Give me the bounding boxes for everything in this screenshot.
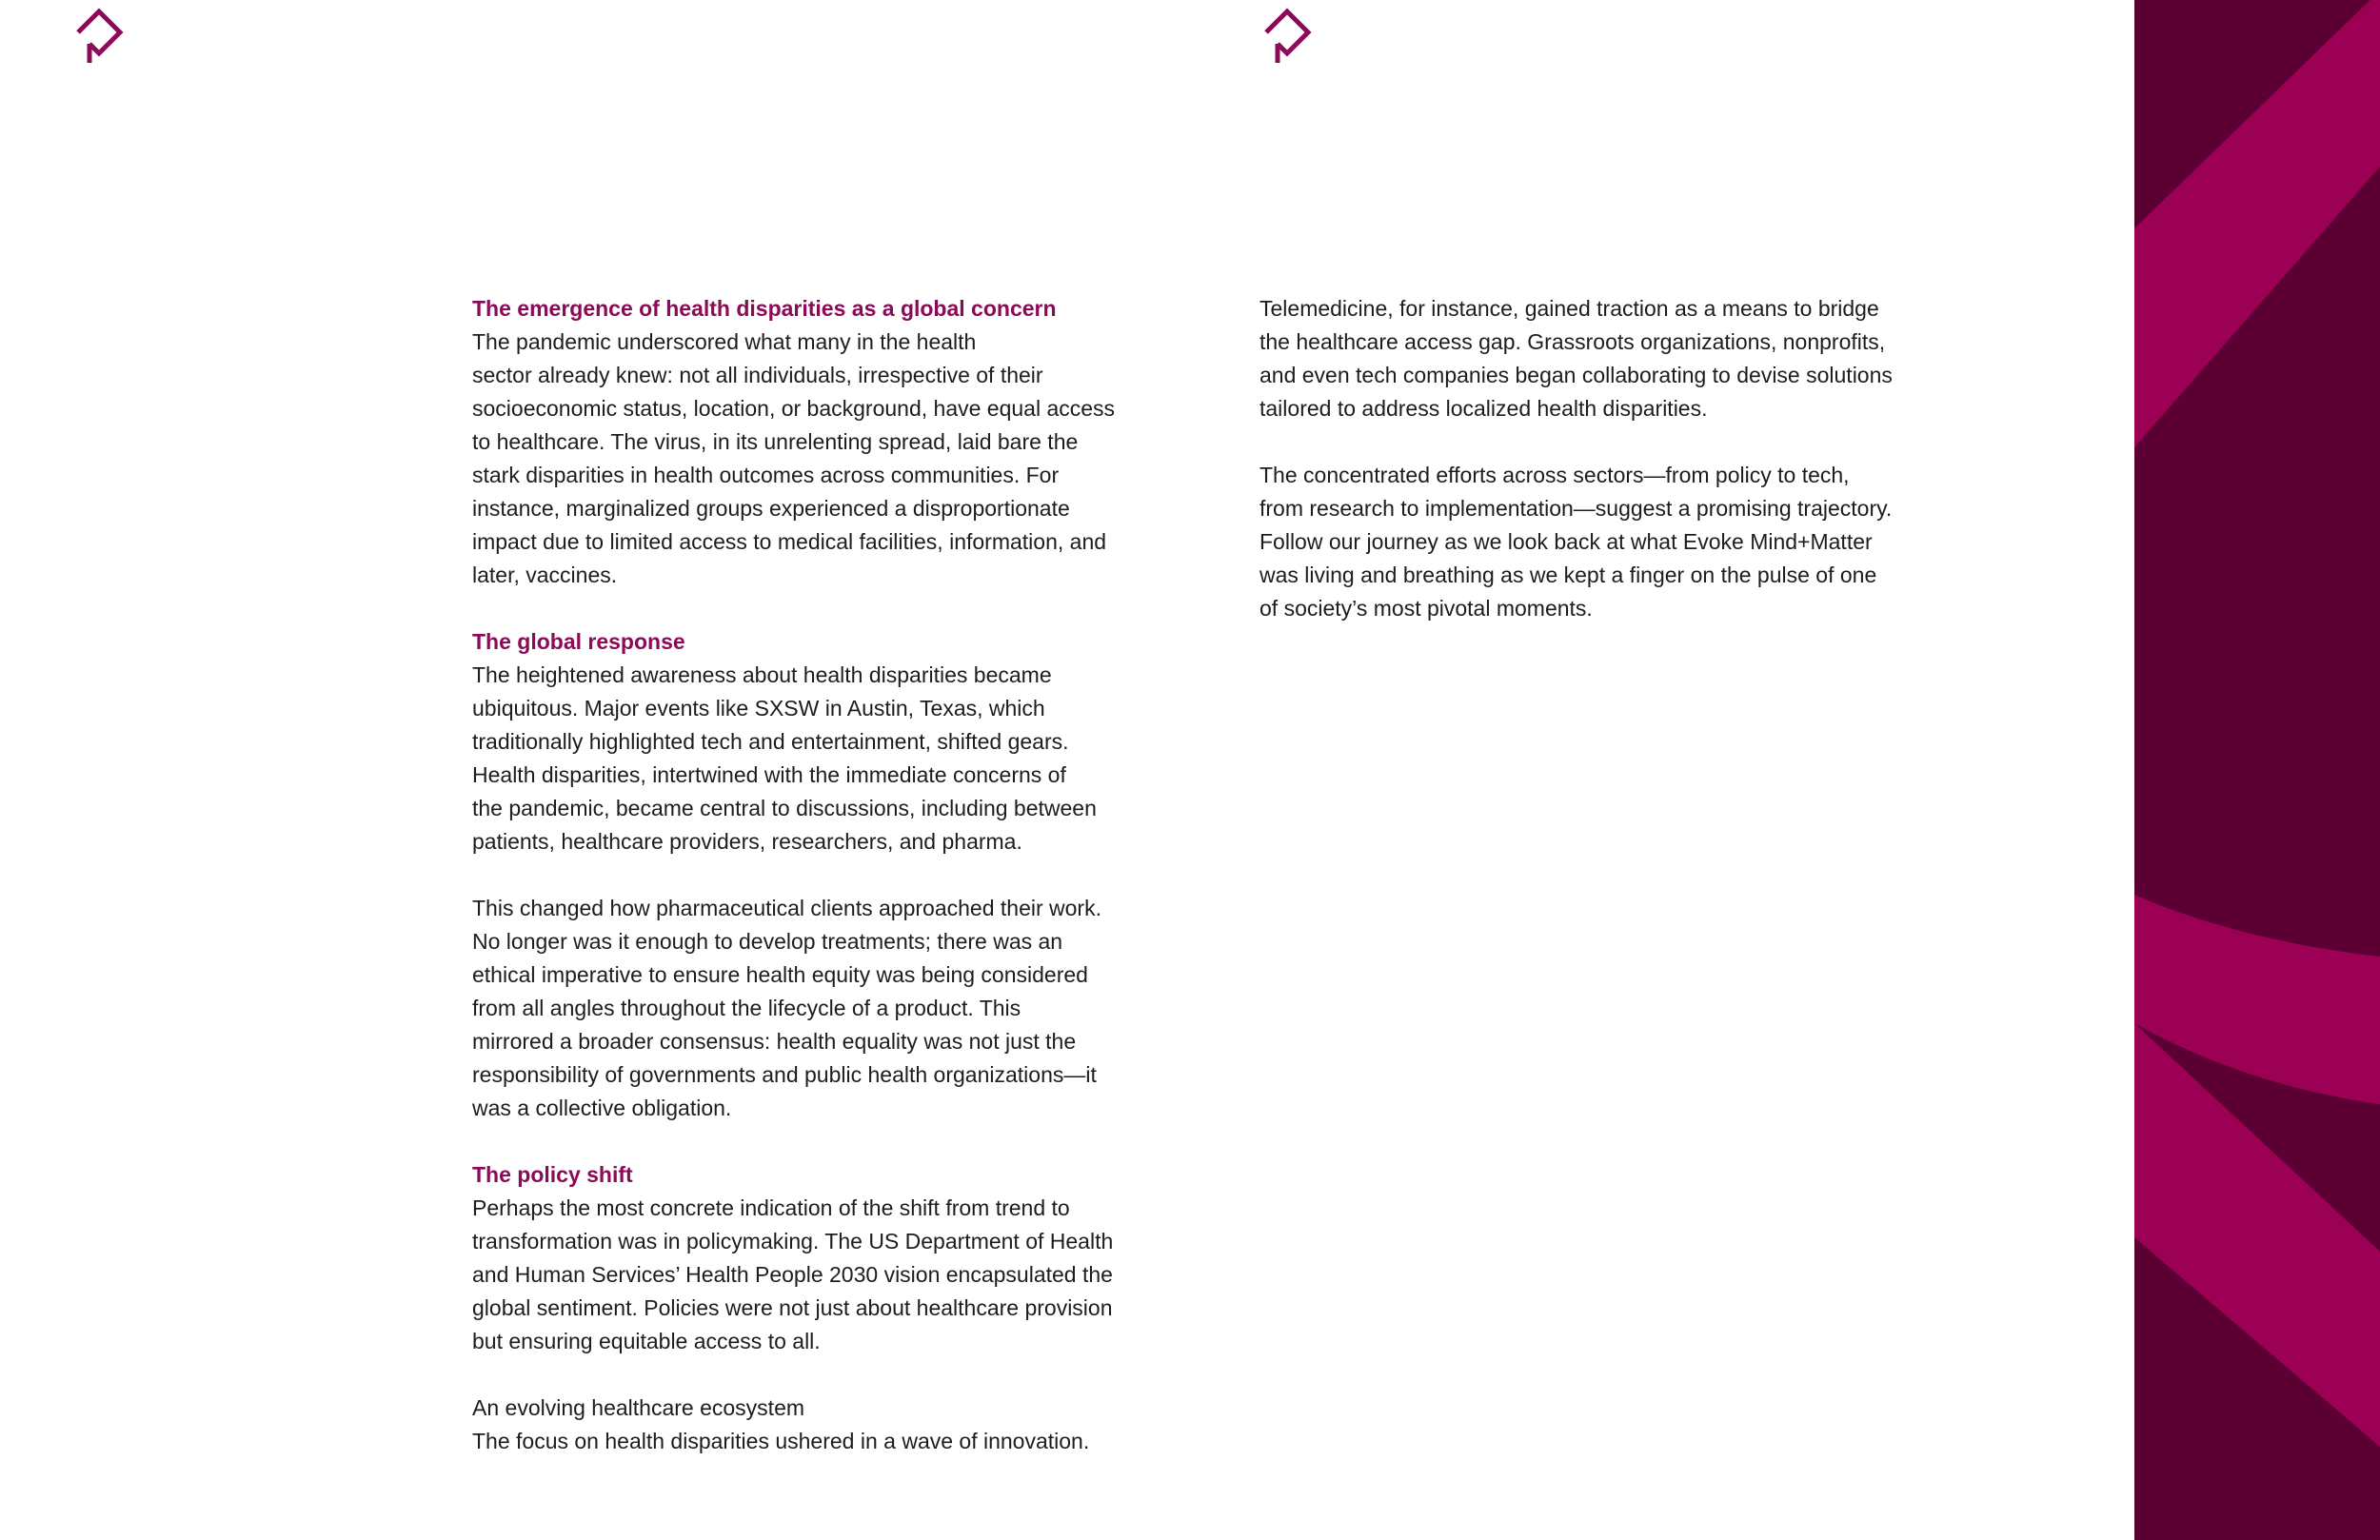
decorative-side-band <box>2134 0 2380 1540</box>
right-text-column <box>1259 292 1926 625</box>
section-body-policy-shift: Perhaps the most concrete indication of the shift from trend to transformation was in policymaking. The US Department of Health and Human Services’ Health People 2030 vision encapsulated the global sentiment. Policies were not just about healthcare provision but ensuring equitable access to all. <box>472 1195 1114 1353</box>
paragraph-telemedicine: Telemedicine, for instance, gained traction as a means to bridge the healthcare access gap. Grassroots organizations, nonprofits, and even tech companies began collaborating to devise solutions tailored to address localized health disparities. <box>1259 296 1893 421</box>
section-heading-global-response: The global response <box>472 629 685 654</box>
paragraph-concentrated-efforts: The concentrated efforts across sectors—from policy to tech, from research to implementation—suggest a promising trajectory. Follow our journey as we look back at what Evoke Mind+Matter was living and breathing as we kept a finger on the pulse of one of society’s most pivotal moments. <box>1259 463 1893 621</box>
evoke-monogram-icon <box>70 8 128 67</box>
left-text-column <box>472 292 1139 1458</box>
section-heading-emergence: The emergence of health disparities as a global concern <box>472 296 1057 321</box>
section-body-global-response: The heightened awareness about health disparities became ubiquitous. Major events like SXSW in Austin, Texas, which traditionally highlighted tech and entertainment, shifted gears. Health disparities, intertwined with the immediate concerns of the pandemic, became central to discussions, including between patients, healthcare providers, researchers, and pharma. <box>472 662 1097 854</box>
section-body-pharma: This changed how pharmaceutical clients approached their work. No longer was it enough to develop treatments; there was an ethical imperative to ensure health equity was being considered from all angles throughout the lifecycle of a product. This mirrored a broader consensus: health equality was not just the responsibility of governments and public health organizations—it was a collective obligation. <box>472 896 1101 1120</box>
section-heading-policy-shift: The policy shift <box>472 1162 633 1187</box>
section-subheading-ecosystem: An evolving healthcare ecosystem <box>472 1395 805 1420</box>
section-body-emergence: The pandemic underscored what many in the health sector already knew: not all individuals, irrespective of their socioeconomic status, location, or background, have equal access to healthcare. The virus, in its unrelenting spread, laid bare the stark disparities in health outcomes across communities. For instance, marginalized groups experienced a disproportionate impact due to limited access to medical facilities, information, and later, vaccines. <box>472 329 1116 587</box>
section-body-ecosystem: The focus on health disparities ushered in a wave of innovation. <box>472 1429 1090 1453</box>
evoke-monogram-icon <box>1259 8 1316 67</box>
